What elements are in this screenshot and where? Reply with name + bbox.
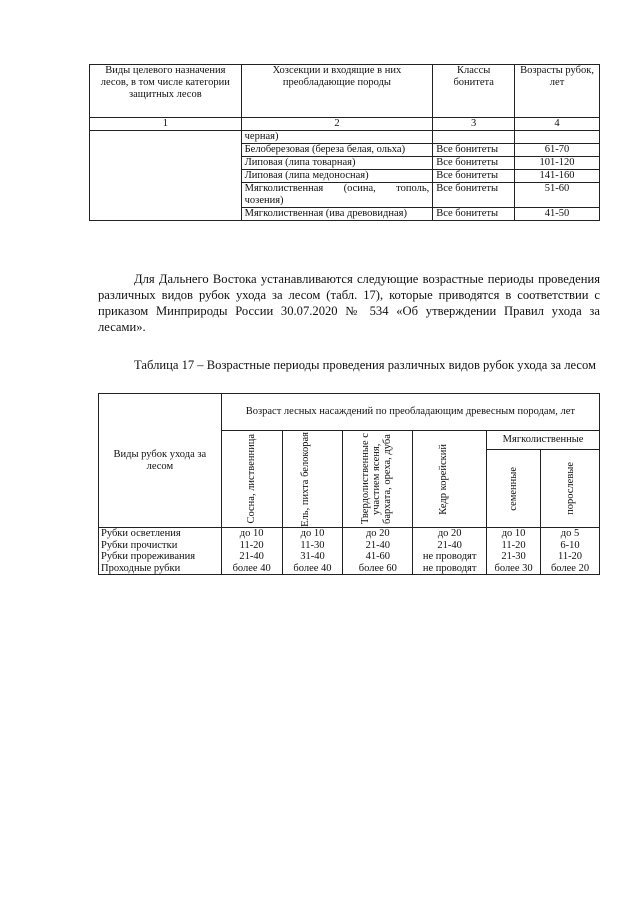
table-row bbox=[99, 551, 600, 563]
value-cell: более 20 bbox=[541, 563, 600, 575]
value-cell: 21-40 bbox=[343, 540, 413, 552]
row-header-cell bbox=[99, 394, 222, 528]
col-header-cedar-label: Кедр корейский bbox=[437, 443, 449, 515]
bonitet-cell: Все бонитеты bbox=[433, 157, 515, 170]
col-header-pine bbox=[221, 431, 282, 528]
species-cell: Мягколиственная (ива древовидная) bbox=[241, 208, 433, 221]
table-row bbox=[99, 540, 600, 552]
col-header-coppice bbox=[541, 450, 600, 528]
species-cell: Белоберезовая (береза белая, ольха) bbox=[241, 144, 433, 157]
bonitet-cell bbox=[433, 131, 515, 144]
value-cell: более 60 bbox=[343, 563, 413, 575]
age-cell: 141-160 bbox=[515, 170, 600, 183]
value-cell: более 40 bbox=[221, 563, 282, 575]
species-cell: Липовая (липа медоносная) bbox=[241, 170, 433, 183]
species-cell: черная) bbox=[241, 131, 433, 144]
value-cell: 11-20 bbox=[487, 540, 541, 552]
col-number: 2 bbox=[241, 118, 433, 131]
age-cell: 101-120 bbox=[515, 157, 600, 170]
col-header-ages: Возрасты рубок, лет bbox=[515, 65, 600, 118]
col-header-purpose: Виды целевого назначения лесов, в том числе категории защитных лесов bbox=[90, 65, 242, 118]
value-cell: 11-20 bbox=[541, 551, 600, 563]
value-cell: 11-20 bbox=[221, 540, 282, 552]
col-header-seed bbox=[487, 450, 541, 528]
thinning-periods-table bbox=[98, 393, 600, 575]
table-row bbox=[99, 563, 600, 575]
age-cell: 61-70 bbox=[515, 144, 600, 157]
col-header-spruce bbox=[282, 431, 343, 528]
value-cell: 21-40 bbox=[413, 540, 487, 552]
value-cell: 11-30 bbox=[282, 540, 343, 552]
col-header-hardwood-label: Твердолиственные с участием ясеня, бархата, ореха, дуба bbox=[359, 433, 393, 525]
softwood-header: Мягколиственные bbox=[487, 431, 600, 450]
value-cell: 31-40 bbox=[282, 551, 343, 563]
bonitet-cell: Все бонитеты bbox=[433, 183, 515, 208]
age-group-header: Возраст лесных насаждений по преобладающим древесным породам, лет bbox=[221, 394, 599, 431]
thinning-type: Рубки прореживания bbox=[99, 551, 222, 563]
age-cell bbox=[515, 131, 600, 144]
value-cell: не проводят bbox=[413, 551, 487, 563]
bonitet-cell: Все бонитеты bbox=[433, 208, 515, 221]
value-cell: 21-40 bbox=[221, 551, 282, 563]
table-row bbox=[99, 528, 600, 540]
species-cell: Мягколиственная (осина, тополь, чозения) bbox=[241, 183, 433, 208]
value-cell: 21-30 bbox=[487, 551, 541, 563]
thinning-type: Проходные рубки bbox=[99, 563, 222, 575]
value-cell: более 30 bbox=[487, 563, 541, 575]
bonitet-cell: Все бонитеты bbox=[433, 170, 515, 183]
table-caption: Таблица 17 – Возрастные периоды проведения различных видов рубок ухода за лесом bbox=[134, 358, 597, 372]
value-cell: до 10 bbox=[282, 528, 343, 540]
age-cell: 41-50 bbox=[515, 208, 600, 221]
forest-types-table bbox=[89, 64, 600, 221]
col-header-pine-label: Сосна, лиственница bbox=[246, 434, 258, 524]
col-header-coppice-label: порослевые bbox=[564, 462, 576, 515]
col-number: 1 bbox=[90, 118, 242, 131]
col-header-spruce-label: Ель, пихта белокорая bbox=[300, 431, 312, 527]
age-cell: 51-60 bbox=[515, 183, 600, 208]
body-paragraph: Для Дальнего Востока устанавливаются следующие возрастные периоды проведения различных видов рубок ухода за лесом (табл. 17), которые приводятся в соответствии с приказом Минприроды России 30.07.2020 № 534 «Об утверждении Правил ухода за лесами». bbox=[98, 272, 600, 334]
species-cell: Липовая (липа товарная) bbox=[241, 157, 433, 170]
col-header-hardwood bbox=[343, 431, 413, 528]
col-header-bonitet: Классы бонитета bbox=[433, 65, 515, 118]
col-header-species: Хозсекции и входящие в них преобладающие породы bbox=[241, 65, 433, 118]
value-cell: 41-60 bbox=[343, 551, 413, 563]
col-number: 3 bbox=[433, 118, 515, 131]
col-header-seed-label: семенные bbox=[508, 466, 520, 511]
row-header-label: Виды рубок ухода за лесом bbox=[113, 449, 207, 472]
value-cell: не проводят bbox=[413, 563, 487, 575]
value-cell: до 10 bbox=[487, 528, 541, 540]
col-number: 4 bbox=[515, 118, 600, 131]
thinning-type: Рубки осветления bbox=[99, 528, 222, 540]
value-cell: более 40 bbox=[282, 563, 343, 575]
value-cell: 6-10 bbox=[541, 540, 600, 552]
value-cell: до 10 bbox=[221, 528, 282, 540]
value-cell: до 5 bbox=[541, 528, 600, 540]
purpose-cell bbox=[90, 131, 242, 221]
thinning-type: Рубки прочистки bbox=[99, 540, 222, 552]
value-cell: до 20 bbox=[413, 528, 487, 540]
col-header-cedar bbox=[413, 431, 487, 528]
bonitet-cell: Все бонитеты bbox=[433, 144, 515, 157]
table-row bbox=[90, 131, 600, 144]
value-cell: до 20 bbox=[343, 528, 413, 540]
